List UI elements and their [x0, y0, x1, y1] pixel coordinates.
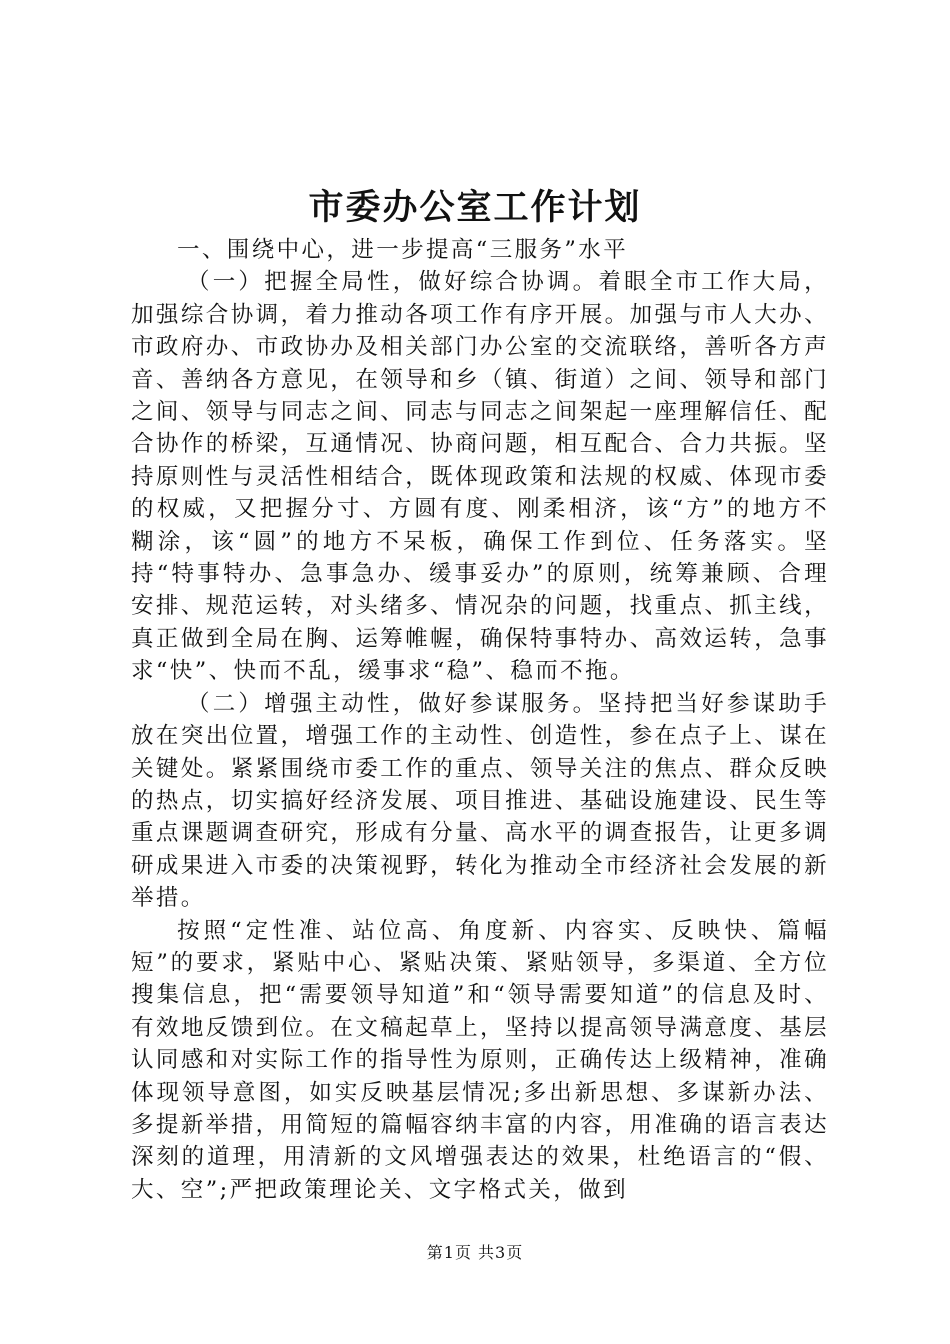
- section-heading: 一、围绕中心，进一步提高“三服务”水平: [177, 237, 629, 263]
- document-body: [131, 234, 829, 1206]
- paragraph-advisory-service: （二）增强主动性，做好参谋服务。坚持把当好参谋助手放在突出位置，增强工作的主动性、创造性，参在点子上、谋在关键处。紧紧围绕市委工作的重点、领导关注的焦点、群众反映的热点，切实搞好经济发展、项目推进、基础设施建设、民生等重点课题调查研究，形成有分量、高水平的调查报告，让更多调研成果进入市委的决策视野，转化为推动全市经济社会发展的新举措。: [131, 690, 829, 912]
- page-number-footer: 第1页 共3页: [426, 1243, 524, 1262]
- document-title: 市委办公室工作计划: [308, 187, 642, 228]
- paragraph-information-drafting: 按照“定性准、站位高、角度新、内容实、反映快、篇幅短”的要求，紧贴中心、紧贴决策、紧贴领导，多渠道、全方位搜集信息，把“需要领导知道”和“领导需要知道”的信息及时、有效地反馈到位。在文稿起草上，坚持以提高领导满意度、基层认同感和对实际工作的指导性为原则，正确传达上级精神，准确体现领导意图，如实反映基层情况;多出新思想、多谋新办法、多提新举措，用简短的篇幅容纳丰富的内容，用准确的语言表达深刻的道理，用清新的文风增强表达的效果，杜绝语言的“假、大、空”;严把政策理论关、文字格式关，做到: [131, 917, 829, 1203]
- paragraph-coordination: （一）把握全局性，做好综合协调。着眼全市工作大局，加强综合协调，着力推动各项工作有序开展。加强与市人大办、市政府办、市政协办及相关部门办公室的交流联络，善听各方声音、善纳各方意见，在领导和乡（镇、街道）之间、领导和部门之间、领导与同志之间、同志与同志之间架起一座理解信任、配合协作的桥梁，互通情况、协商问题，相互配合、合力共振。坚持原则性与灵活性相结合，既体现政策和法规的权威、体现市委的权威，又把握分寸、方圆有度、刚柔相济，该“方”的地方不糊涂，该“圆”的地方不呆板，确保工作到位、任务落实。坚持“特事特办、急事急办、缓事妥办”的原则，统筹兼顾、合理安排、规范运转，对头绪多、情况杂的问题，找重点、抓主线，真正做到全局在胸、运筹帷幄，确保特事特办、高效运转，急事求“快”、快而不乱，缓事求“稳”、稳而不拖。: [131, 269, 829, 685]
